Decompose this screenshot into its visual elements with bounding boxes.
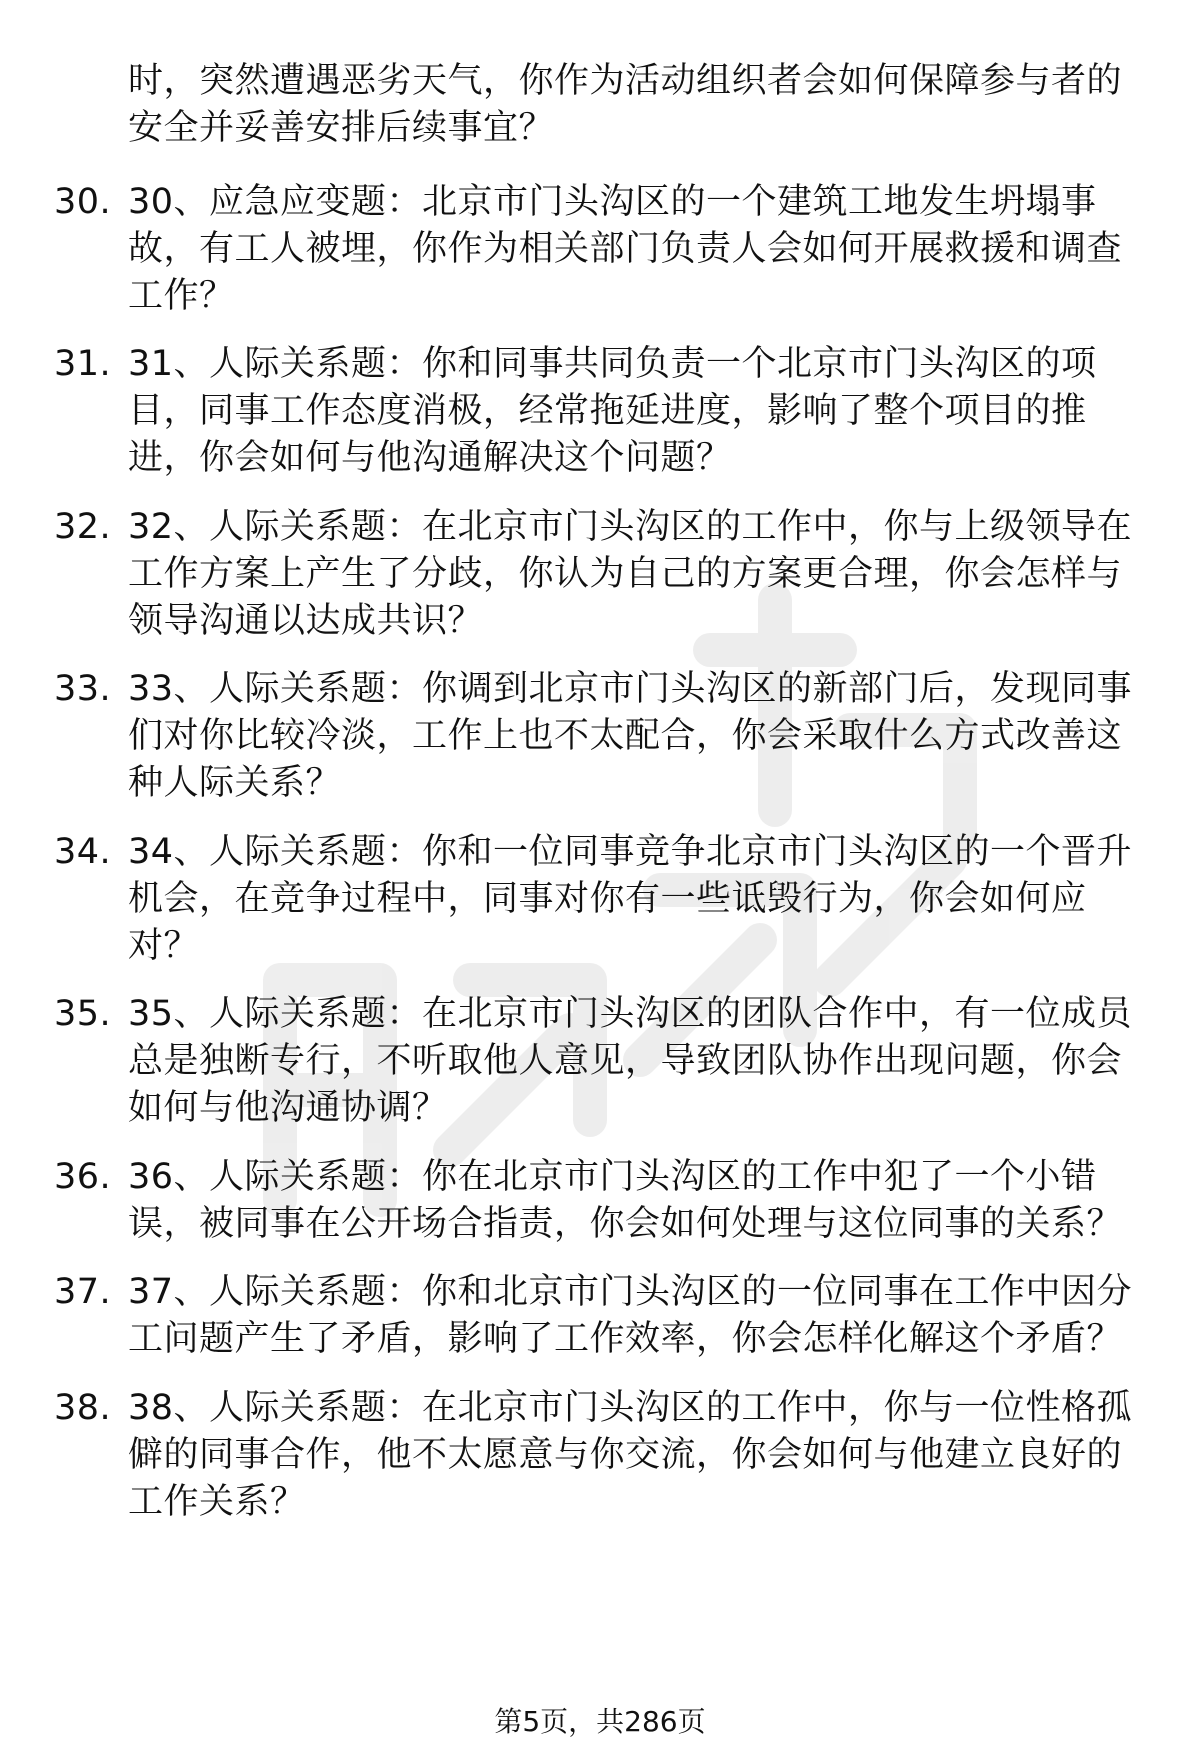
item-number: 32. [54, 507, 112, 547]
item-number: 31. [54, 344, 112, 384]
item-text: 34、人际关系题：你和一位同事竞争北京市门头沟区的一个晋升机会，在竞争过程中，同事对你有一些诋毁行为，你会如何应对？ [128, 832, 1133, 966]
item-text: 36、人际关系题：你在北京市门头沟区的工作中犯了一个小错误，被同事在公开场合指责，你会如何处理与这位同事的关系？ [128, 1157, 1123, 1244]
item-text: 32、人际关系题：在北京市门头沟区的工作中，你与上级领导在工作方案上产生了分歧，你认为自己的方案更合理，你会怎样与领导沟通以达成共识？ [128, 507, 1133, 641]
continuation-text: 时，突然遭遇恶劣天气，你作为活动组织者会如何保障参与者的安全并妥善安排后续事宜？ [128, 61, 1123, 148]
item-number: 36. [54, 1157, 112, 1197]
item-number: 37. [54, 1272, 112, 1312]
item-text: 33、人际关系题：你调到北京市门头沟区的新部门后，发现同事们对你比较冷淡，工作上也不太配合，你会采取什么方式改善这种人际关系？ [128, 669, 1133, 803]
item-text: 30、应急应变题：北京市门头沟区的一个建筑工地发生坍塌事故，有工人被埋，你作为相关部门负责人会如何开展救援和调查工作？ [128, 182, 1123, 316]
page-footer: 第5页，共286页 [494, 1705, 706, 1738]
item-number: 30. [54, 182, 112, 222]
item-text: 35、人际关系题：在北京市门头沟区的团队合作中，有一位成员总是独断专行，不听取他人意见，导致团队协作出现问题，你会如何与他沟通协调？ [128, 994, 1133, 1128]
item-number: 33. [54, 669, 112, 709]
item-text: 37、人际关系题：你和北京市门头沟区的一位同事在工作中因分工问题产生了矛盾，影响了工作效率，你会怎样化解这个矛盾？ [128, 1272, 1133, 1359]
item-number: 35. [54, 994, 112, 1034]
item-number: 38. [54, 1388, 112, 1428]
item-text: 38、人际关系题：在北京市门头沟区的工作中，你与一位性格孤僻的同事合作，他不太愿意与你交流，你会如何与他建立良好的工作关系？ [128, 1388, 1133, 1522]
item-number: 34. [54, 832, 112, 872]
item-text: 31、人际关系题：你和同事共同负责一个北京市门头沟区的项目，同事工作态度消极，经常拖延进度，影响了整个项目的推进，你会如何与他沟通解决这个问题？ [128, 344, 1097, 478]
